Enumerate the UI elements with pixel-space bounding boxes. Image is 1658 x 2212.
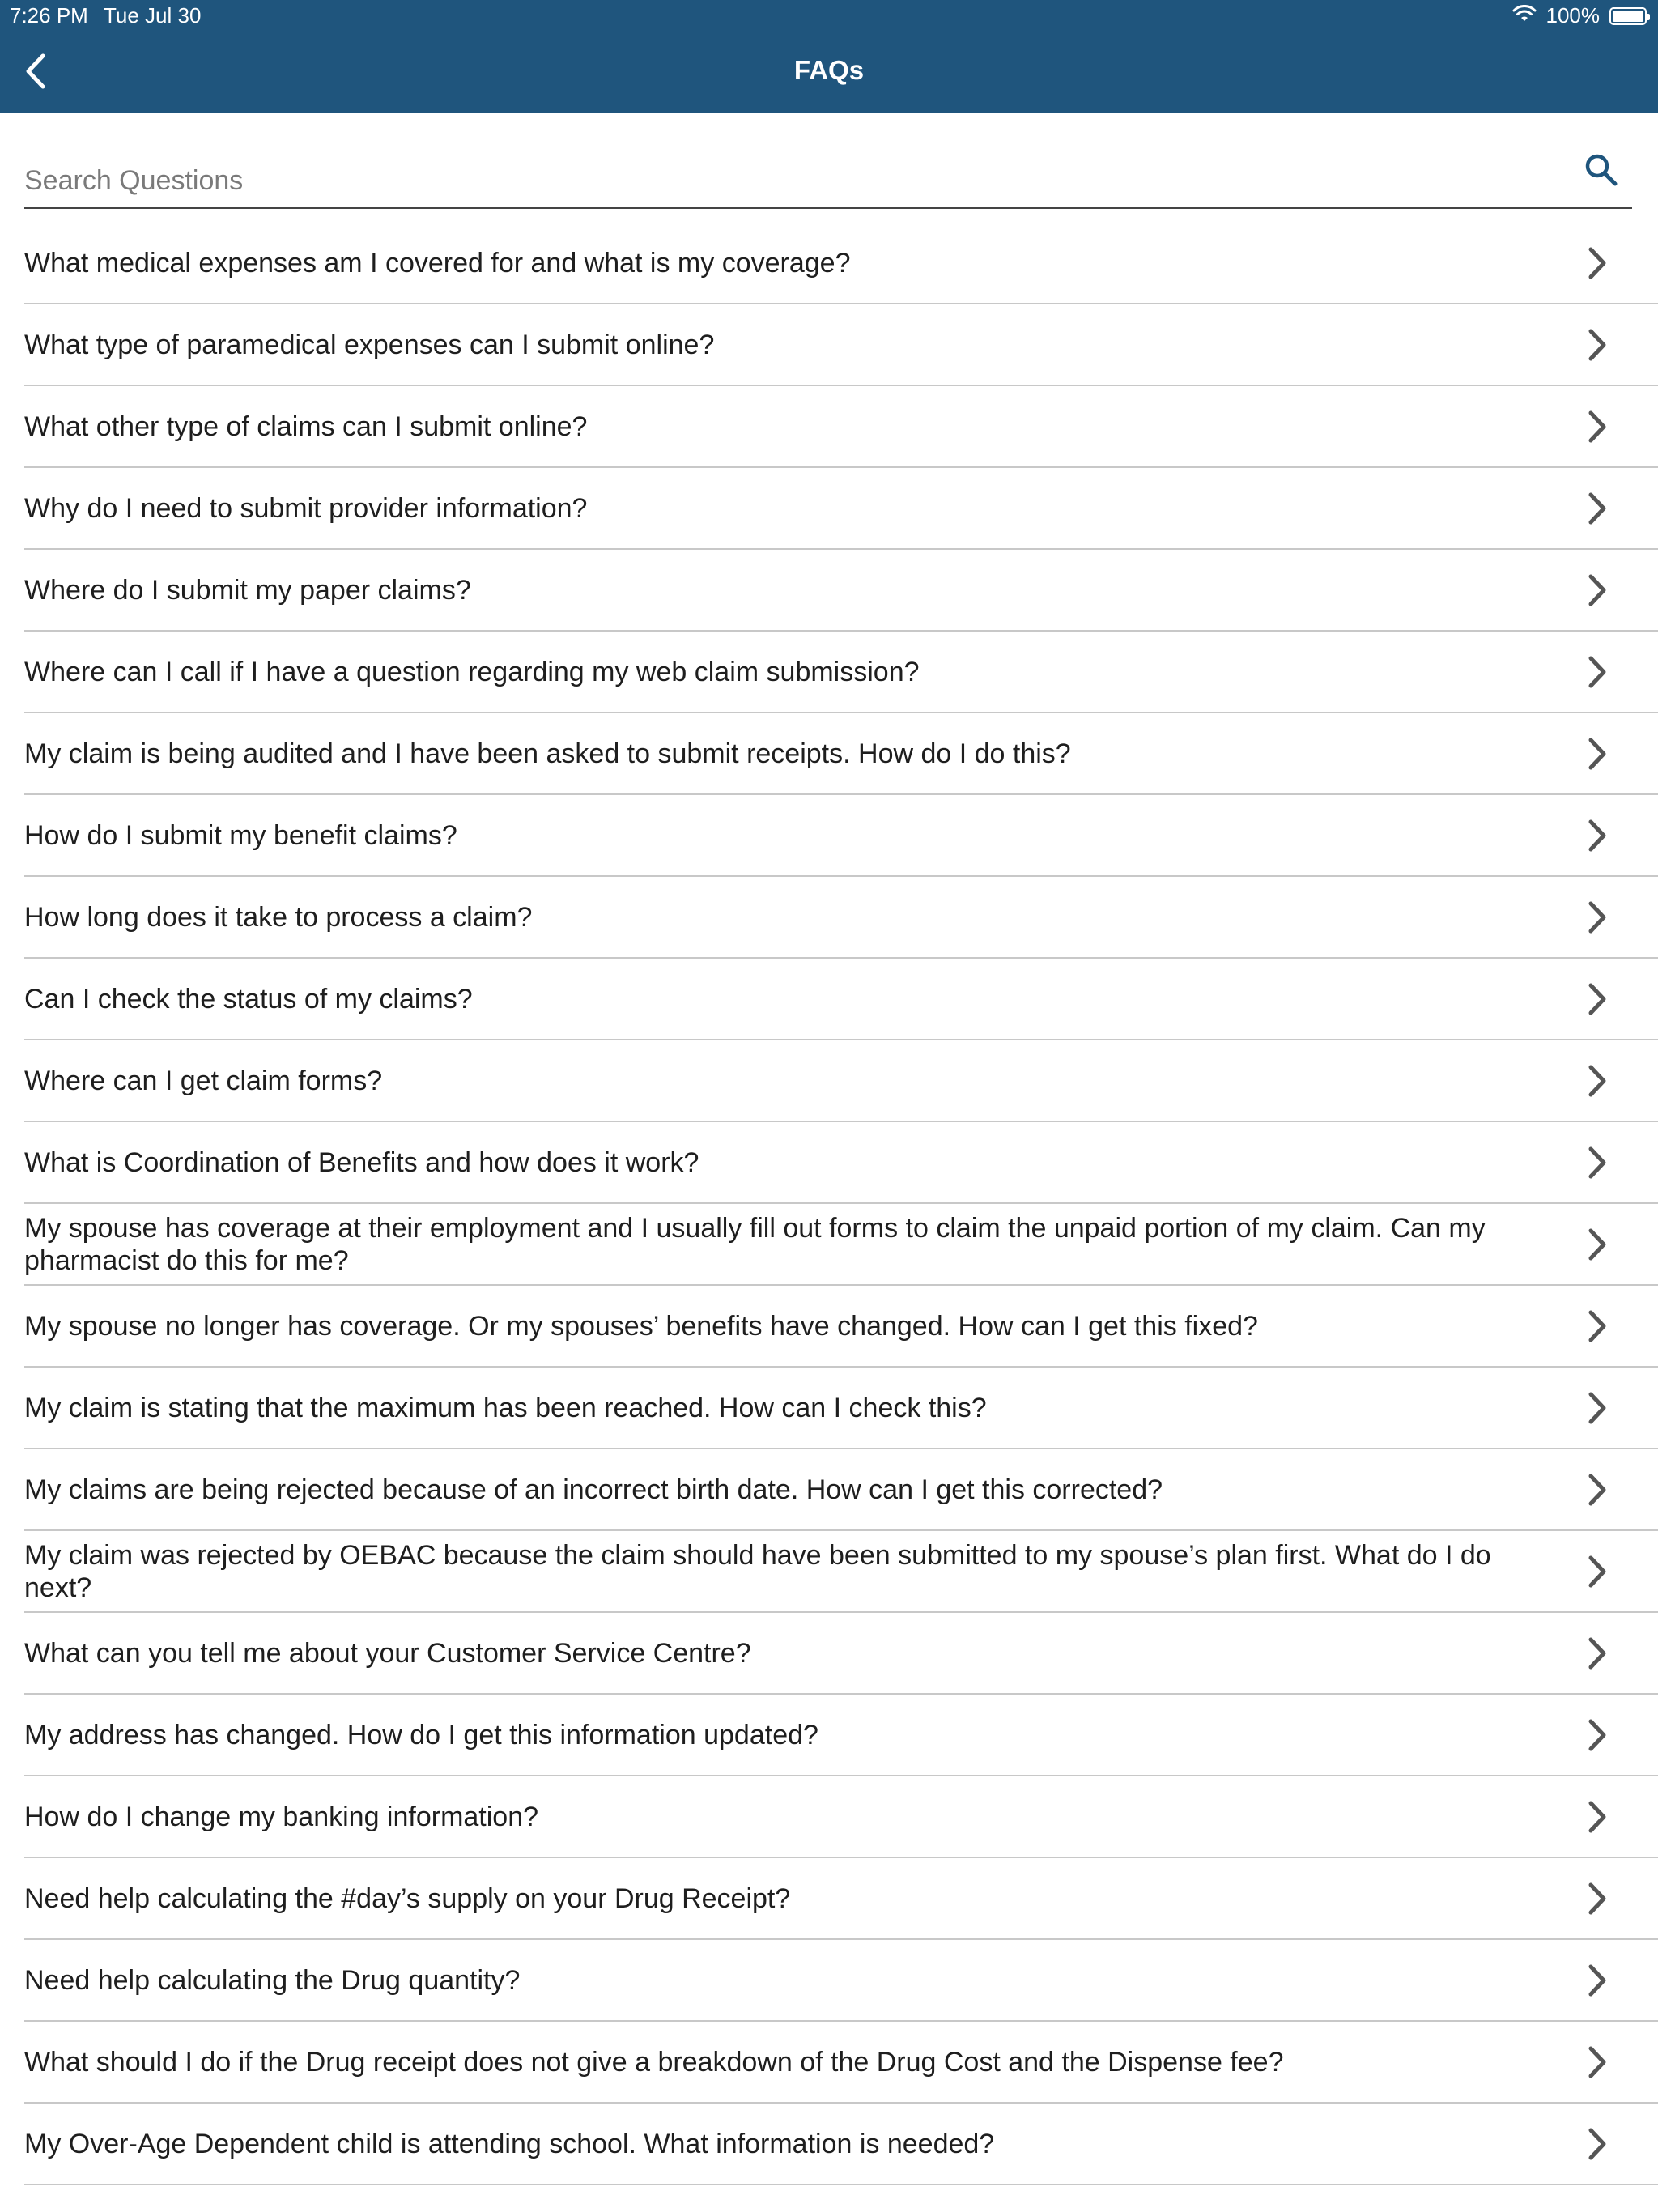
page-title: FAQs (793, 55, 865, 85)
faq-item[interactable] (24, 1531, 1658, 1613)
faq-item[interactable] (24, 1449, 1658, 1531)
chevron-right-icon (1585, 1963, 1609, 1998)
faq-question: Where can I call if I have a question regarding my web claim submission? (24, 656, 920, 687)
faq-item[interactable] (24, 1204, 1658, 1286)
faq-item[interactable] (24, 2104, 1658, 2185)
faq-question: My spouse no longer has coverage. Or my spouses’ benefits have changed. How can I get this fixed? (24, 1310, 1258, 1342)
chevron-right-icon (1585, 1308, 1609, 1344)
faq-question: My claim is stating that the maximum has been reached. How can I check this? (24, 1392, 987, 1423)
chevron-right-icon (1585, 2126, 1609, 2162)
faq-item[interactable] (24, 1122, 1658, 1204)
faq-item[interactable] (24, 959, 1658, 1040)
chevron-right-icon (1585, 1636, 1609, 1671)
faq-item[interactable] (24, 795, 1658, 877)
search-input[interactable] (24, 159, 1546, 202)
chevron-right-icon (1585, 1799, 1609, 1835)
chevron-right-icon (1585, 245, 1609, 281)
faq-question: My address has changed. How do I get this information updated? (24, 1719, 818, 1750)
chevron-right-icon (1585, 818, 1609, 853)
chevron-right-icon (1585, 1717, 1609, 1753)
chevron-right-icon (1585, 736, 1609, 772)
chevron-right-icon (1585, 491, 1609, 526)
faq-question: What type of paramedical expenses can I submit online? (24, 329, 715, 360)
faq-question: My claim was rejected by OEBAC because the claim should have been submitted to my spouse’s plan first. What do I do next? (24, 1539, 1491, 1603)
faq-question: My spouse has coverage at their employment and I usually fill out forms to claim the unpaid portion of my claim. Can my pharmacist do this for me? (24, 1212, 1486, 1276)
faq-item[interactable] (24, 1940, 1658, 2022)
chevron-right-icon (1585, 1554, 1609, 1589)
chevron-right-icon (1585, 1390, 1609, 1426)
faq-question: Where can I get claim forms? (24, 1065, 383, 1096)
chevron-right-icon (1585, 1145, 1609, 1180)
search-button[interactable] (1579, 149, 1624, 194)
faq-question: Where do I submit my paper claims? (24, 574, 471, 606)
status-date: Tue Jul 30 (104, 3, 202, 28)
faq-question: My Over-Age Dependent child is attending school. What information is needed? (24, 2128, 995, 2159)
faq-question: Need help calculating the Drug quantity? (24, 1964, 521, 1996)
faq-item[interactable] (24, 1613, 1658, 1695)
faq-item[interactable] (24, 223, 1658, 304)
chevron-right-icon (1585, 1227, 1609, 1262)
faq-question: What other type of claims can I submit online? (24, 410, 588, 442)
faq-question: How do I change my banking information? (24, 1801, 539, 1832)
faq-item[interactable] (24, 304, 1658, 386)
chevron-right-icon (1585, 409, 1609, 445)
faq-question: How long does it take to process a claim? (24, 901, 533, 933)
faq-item[interactable] (24, 1286, 1658, 1368)
faq-question: What should I do if the Drug receipt does not give a breakdown of the Drug Cost and the Dispense fee? (24, 2046, 1284, 2078)
chevron-right-icon (1585, 981, 1609, 1017)
faq-item[interactable] (24, 1776, 1658, 1858)
chevron-right-icon (1585, 1063, 1609, 1099)
faq-question: My claim is being audited and I have been asked to submit receipts. How do I do this? (24, 738, 1071, 769)
battery-label: 100% (1545, 3, 1600, 28)
faq-item[interactable] (24, 1695, 1658, 1776)
faq-list (24, 223, 1658, 2185)
faq-question: Need help calculating the #day’s supply on your Drug Receipt? (24, 1882, 791, 1914)
status-bar (0, 0, 1658, 32)
nav-bar (0, 32, 1658, 113)
faq-item[interactable] (24, 550, 1658, 632)
header (0, 0, 1658, 113)
faq-question: How do I submit my benefit claims? (24, 819, 457, 851)
search-icon (1584, 152, 1619, 192)
faq-item[interactable] (24, 468, 1658, 550)
faq-item[interactable] (24, 632, 1658, 713)
status-time: 7:26 PM (10, 3, 88, 28)
faq-item[interactable] (24, 1368, 1658, 1449)
faq-item[interactable] (24, 1858, 1658, 1940)
chevron-right-icon (1585, 900, 1609, 935)
faq-question: Why do I need to submit provider information? (24, 492, 588, 524)
faq-question: My claims are being rejected because of an incorrect birth date. How can I get this corrected? (24, 1474, 1163, 1505)
faq-question: What is Coordination of Benefits and how does it work? (24, 1146, 699, 1178)
faq-question: What medical expenses am I covered for and what is my coverage? (24, 247, 851, 279)
faq-item[interactable] (24, 386, 1658, 468)
status-indicators (1512, 3, 1647, 28)
faq-item[interactable] (24, 713, 1658, 795)
battery-icon (1609, 7, 1647, 25)
chevron-right-icon (1585, 327, 1609, 363)
chevron-right-icon (1585, 572, 1609, 608)
chevron-right-icon (1585, 1472, 1609, 1508)
chevron-right-icon (1585, 1881, 1609, 1916)
faq-question: Can I check the status of my claims? (24, 983, 473, 1015)
chevron-right-icon (1585, 2044, 1609, 2080)
faq-item[interactable] (24, 2022, 1658, 2104)
faq-item[interactable] (24, 877, 1658, 959)
faq-item[interactable] (24, 1040, 1658, 1122)
search-bar (24, 138, 1632, 209)
faq-question: What can you tell me about your Customer Service Centre? (24, 1637, 751, 1669)
wifi-icon (1512, 3, 1537, 28)
chevron-right-icon (1585, 654, 1609, 690)
